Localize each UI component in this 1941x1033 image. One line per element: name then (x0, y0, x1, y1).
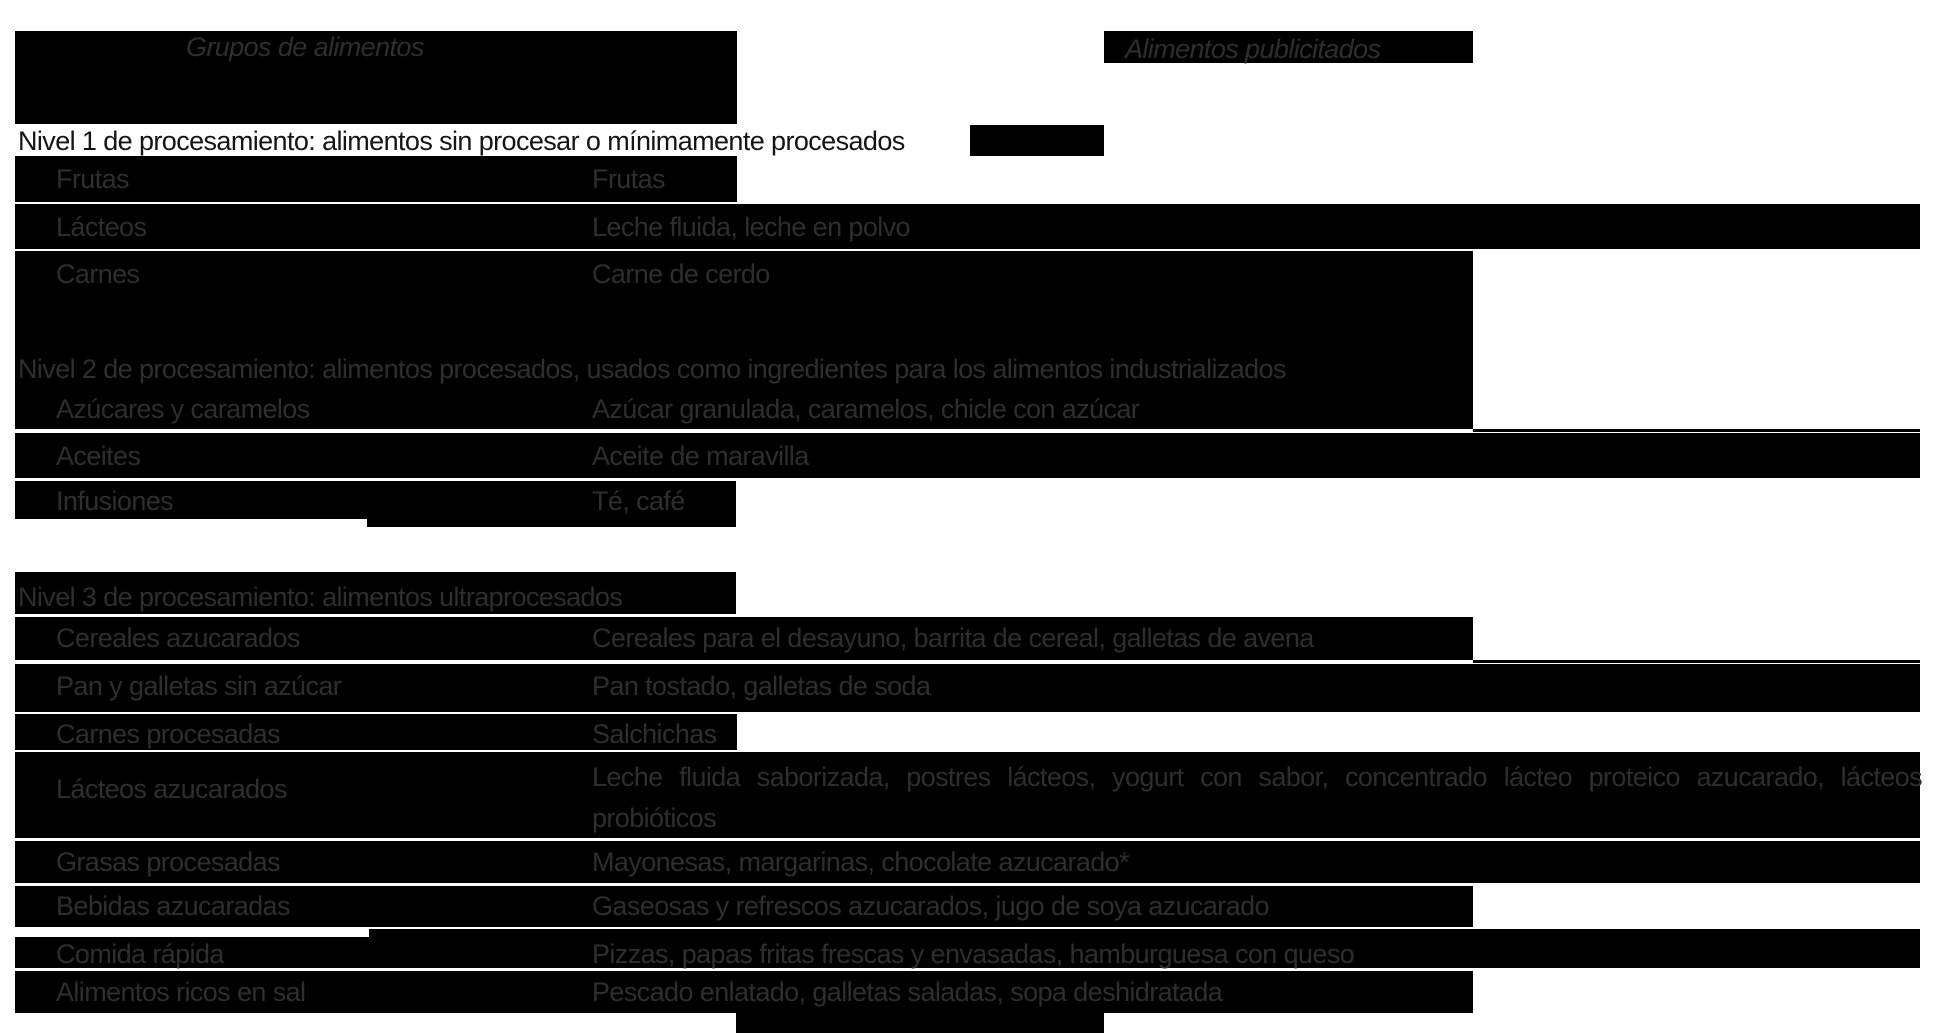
cell-foods: Salchichas (592, 719, 717, 749)
cell-group: Lácteos (56, 212, 147, 242)
cell-foods: Cereales para el desayuno, barrita de cereal, galletas de avena (592, 623, 1314, 653)
cell-group: Frutas (56, 164, 129, 194)
cell-foods: Leche fluida, leche en polvo (592, 212, 910, 242)
column-header-grupos: Grupos de alimentos (186, 32, 424, 62)
cell-group: Carnes (56, 259, 140, 289)
cell-foods: Pizzas, papas fritas frescas y envasadas, hamburguesa con queso (592, 939, 1355, 969)
cell-group: Bebidas azucaradas (56, 891, 290, 921)
cell-group: Grasas procesadas (56, 847, 280, 877)
cell-group: Lácteos azucarados (56, 774, 287, 804)
cell-group: Cereales azucarados (56, 623, 300, 653)
cell-foods: Carne de cerdo (592, 259, 770, 289)
cell-group: Infusiones (56, 486, 174, 516)
bottom-edge-block (736, 1013, 1104, 1033)
cell-group: Carnes procesadas (56, 719, 280, 749)
cell-foods: Aceite de maravilla (592, 441, 809, 471)
cell-group: Comida rápida (56, 939, 224, 969)
cell-group: Pan y galletas sin azúcar (56, 671, 342, 701)
cell-foods: Té, café (592, 486, 685, 516)
cell-group: Azúcares y caramelos (56, 394, 310, 424)
section1-title-endcap (970, 125, 1104, 156)
cell-foods: Azúcar granulada, caramelos, chicle con azúcar (592, 394, 1140, 424)
infusiones-bottom-strip (367, 519, 736, 527)
section3-title: Nivel 3 de procesamiento: alimentos ultraprocesados (18, 582, 623, 612)
section2-title: Nivel 2 de procesamiento: alimentos procesados, usados como ingredientes para los alimentos industrializados (18, 354, 1286, 384)
cell-foods: Gaseosas y refrescos azucarados, jugo de soya azucarado (592, 891, 1269, 921)
cell-foods: Leche fluida saborizada, postres lácteos, yogurt con sabor, concentrado lácteo proteico azucarado, lácteos probióticos (592, 762, 1922, 833)
cell-foods: Frutas (592, 164, 665, 194)
row-block-lacteos (15, 204, 1920, 249)
cell-group: Alimentos ricos en sal (56, 977, 306, 1007)
rule-under-cereales (1473, 660, 1920, 663)
column-header-publicitados: Alimentos publicitados (1125, 34, 1381, 64)
rule-under-azucares (1473, 429, 1920, 432)
row-block-aceites (15, 433, 1920, 478)
cell-foods: Pan tostado, galletas de soda (592, 671, 931, 701)
cell-group: Aceites (56, 441, 141, 471)
cell-foods: Mayonesas, margarinas, chocolate azucarado* (592, 847, 1130, 877)
section1-title: Nivel 1 de procesamiento: alimentos sin procesar o mínimamente procesados (18, 126, 905, 156)
cell-foods: Pescado enlatado, galletas saladas, sopa deshidratada (592, 977, 1223, 1007)
